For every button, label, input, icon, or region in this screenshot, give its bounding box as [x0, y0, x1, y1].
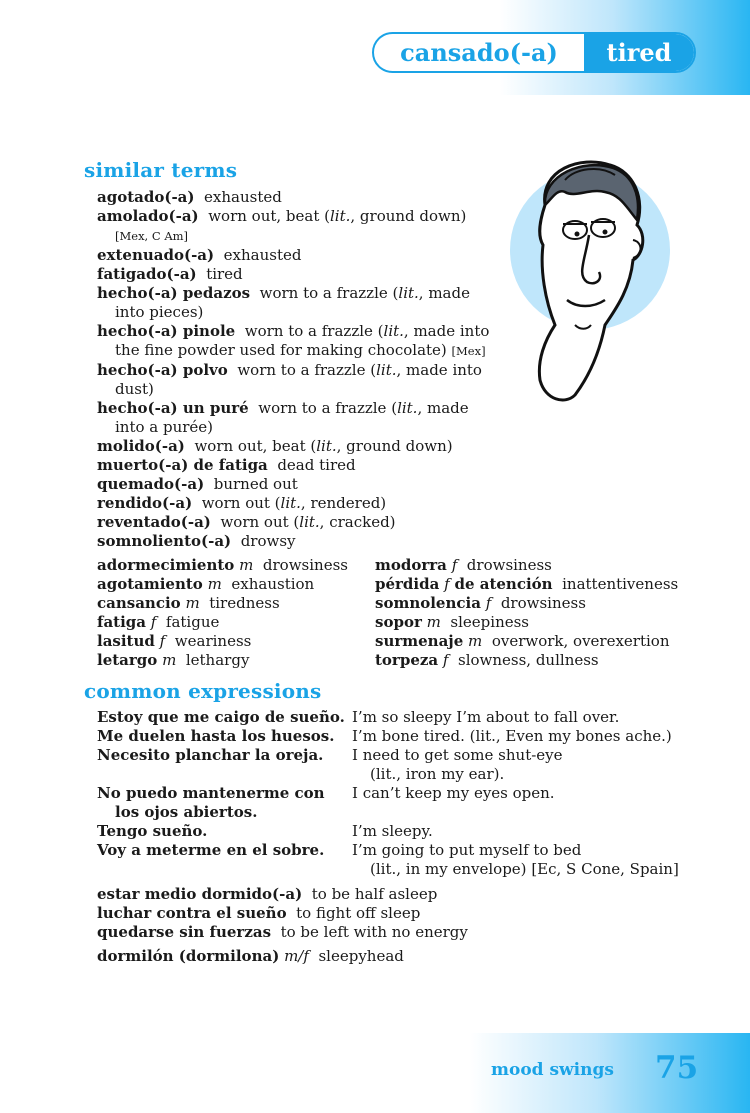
phrases-list: [97, 885, 468, 966]
list-item: luchar contra el sueño to fight off sleep: [97, 904, 421, 922]
list-item: agotado(-a) exhausted: [97, 188, 282, 206]
list-item-continuation: the fine powder used for making chocolate) [Mex]: [115, 341, 486, 359]
noun-item: lasitud f weariness: [97, 632, 252, 650]
list-item: hecho(-a) pedazos worn to a frazzle (lit., made: [97, 284, 470, 302]
list-item: dormilón (dormilona) m/f sleepyhead: [97, 947, 404, 965]
noun-item: torpeza f slowness, dullness: [375, 651, 599, 669]
list-item: somnoliento(-a) drowsy: [97, 532, 296, 550]
page-number: 75: [655, 1050, 699, 1086]
list-item: quemado(-a) burned out: [97, 475, 298, 493]
expression-row: Estoy que me caigo de sueño. I’m so sleepy I’m about to fall over.: [97, 708, 620, 726]
list-item: estar medio dormido(-a) to be half asleep: [97, 885, 438, 903]
section-label: mood swings: [491, 1060, 614, 1080]
expression-row: No puedo mantenerme con los ojos abiertos. I can’t keep my eyes open.: [97, 784, 555, 821]
list-item: molido(-a) worn out, beat (lit., ground down): [97, 437, 453, 455]
noun-item: fatiga f fatigue: [97, 613, 220, 631]
list-item: amolado(-a) worn out, beat (lit., ground down): [97, 207, 467, 225]
title-spanish: cansado(-a): [400, 38, 558, 67]
title-english: tired: [584, 34, 694, 71]
expression-row: Voy a meterme en el sobre. I’m going to put myself to bed (lit., in my envelope) [Ec, S Cone, Spain]: [97, 841, 679, 878]
list-item-continuation: dust): [115, 380, 154, 398]
list-item: hecho(-a) polvo worn to a frazzle (lit., made into: [97, 361, 482, 379]
expression-row: Me duelen hasta los huesos. I’m bone tired. (lit., Even my bones ache.): [97, 727, 672, 745]
noun-item: agotamiento m exhaustion: [97, 575, 315, 593]
noun-item: somnolencia f drowsiness: [375, 594, 586, 612]
common-expressions-heading: common expressions: [84, 679, 322, 703]
expression-row: Necesito planchar la oreja. I need to get some shut-eye (lit., iron my ear).: [97, 746, 563, 783]
noun-item: pérdida f de atención inattentiveness: [375, 575, 679, 593]
list-item: hecho(-a) pinole worn to a frazzle (lit., made into: [97, 322, 490, 340]
noun-item: letargo m lethargy: [97, 651, 250, 669]
noun-item: modorra f drowsiness: [375, 556, 552, 574]
expression-row: Tengo sueño. I’m sleepy.: [97, 822, 433, 840]
similar-terms-heading: similar terms: [84, 158, 238, 182]
list-item: quedarse sin fuerzas to be left with no energy: [97, 923, 468, 941]
expressions-table: [97, 708, 697, 879]
list-item: reventado(-a) worn out (lit., cracked): [97, 513, 396, 531]
nouns-right-column: [375, 556, 678, 670]
title-banner: [372, 32, 696, 73]
list-item: muerto(-a) de fatiga dead tired: [97, 456, 356, 474]
noun-item: surmenaje m overwork, overexertion: [375, 632, 670, 650]
list-item-continuation: [Mex, C Am]: [115, 229, 189, 243]
list-item: hecho(-a) un puré worn to a frazzle (lit., made: [97, 399, 469, 417]
noun-item: cansancio m tiredness: [97, 594, 280, 612]
noun-item: sopor m sleepiness: [375, 613, 530, 631]
list-item: rendido(-a) worn out (lit., rendered): [97, 494, 387, 512]
noun-item: adormecimiento m drowsiness: [97, 556, 348, 574]
nouns-left-column: [97, 556, 348, 670]
list-item: fatigado(-a) tired: [97, 265, 243, 283]
list-item-continuation: into a purée): [115, 418, 214, 436]
list-item: extenuado(-a) exhausted: [97, 246, 302, 264]
similar-terms-list: [97, 188, 489, 551]
list-item-continuation: into pieces): [115, 303, 204, 321]
tired-man-illustration: [505, 150, 675, 410]
